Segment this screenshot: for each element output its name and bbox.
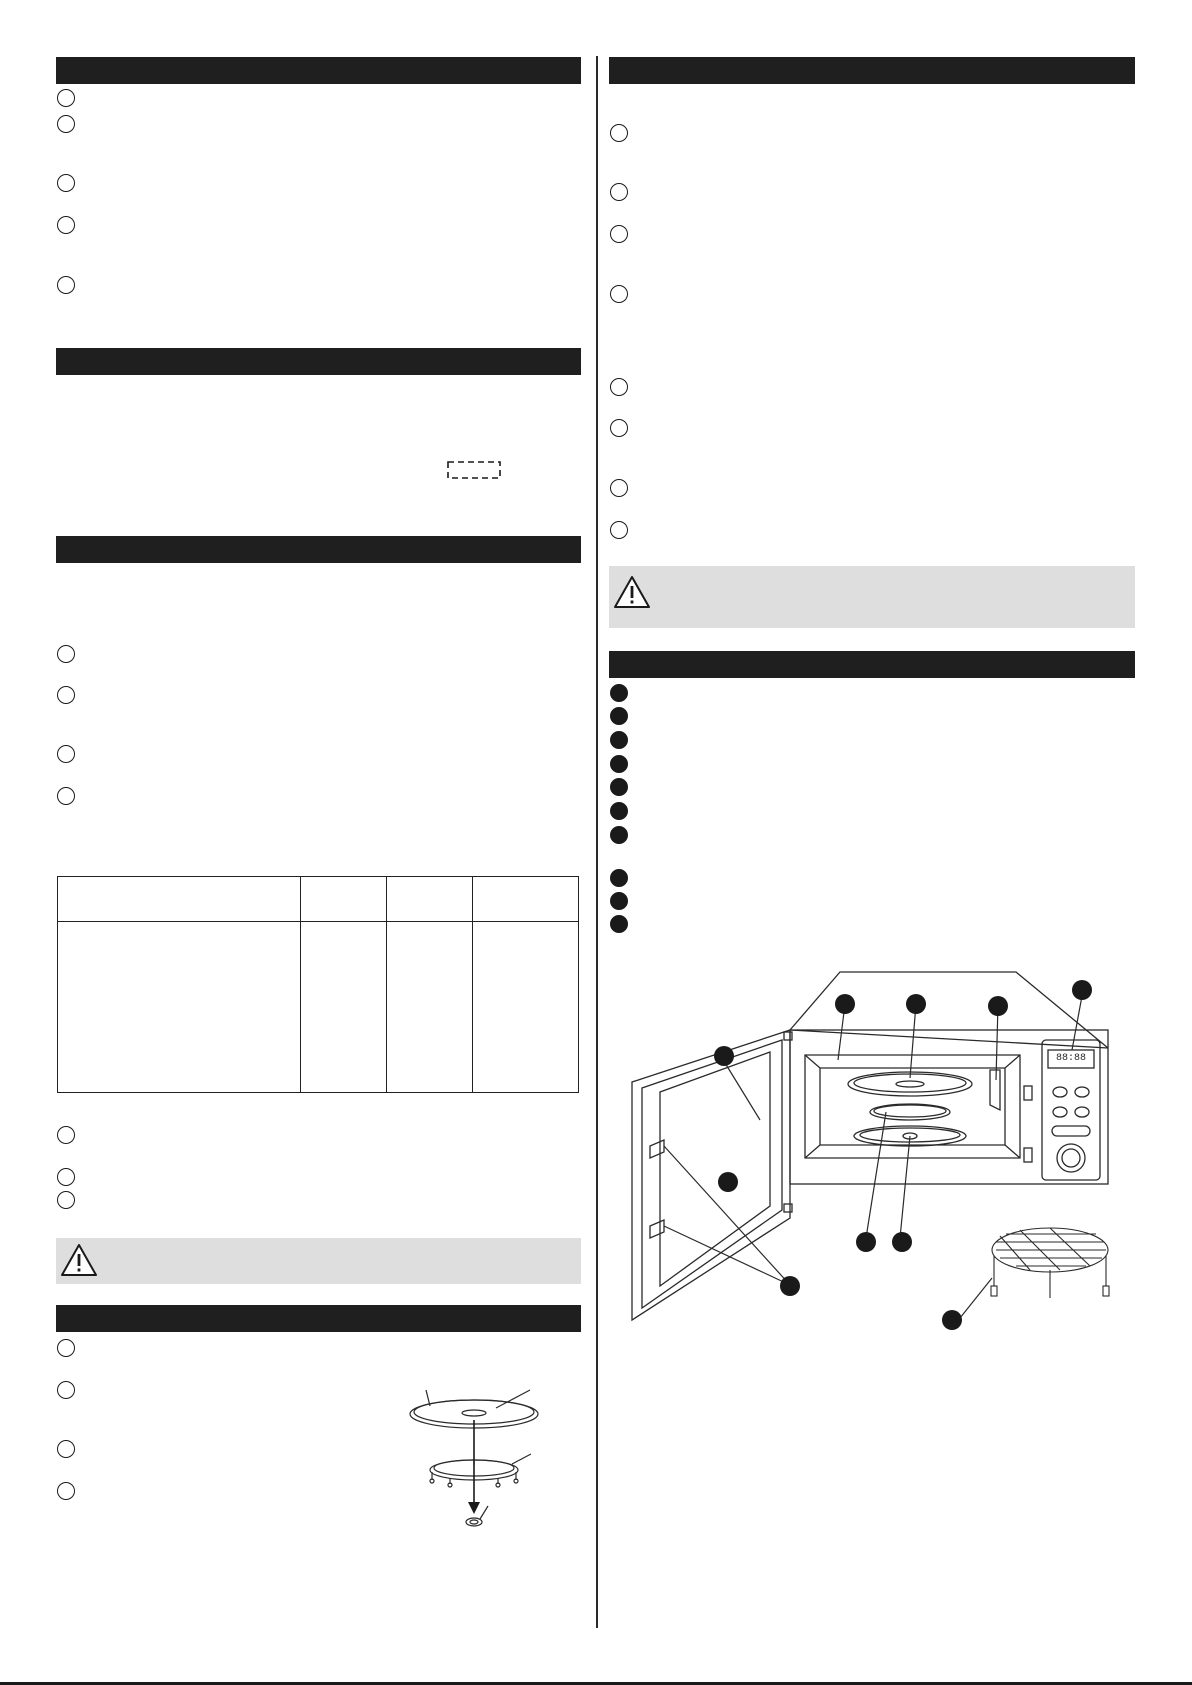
warning-triangle-icon: [613, 575, 651, 614]
item-marker: [57, 216, 75, 234]
table-header-cell: [473, 877, 579, 922]
item-marker: [610, 419, 628, 437]
item-marker: [57, 89, 75, 107]
display-readout: 88:88: [1055, 1053, 1086, 1064]
item-marker: [57, 1191, 75, 1209]
part-marker: [610, 869, 628, 887]
table-cell: [387, 922, 473, 1093]
item-marker: [57, 686, 75, 704]
microwave-diagram: [620, 960, 1120, 1340]
warning-box-left: [56, 1238, 581, 1284]
item-marker: [57, 1381, 75, 1399]
item-marker: [610, 521, 628, 539]
part-marker: [610, 802, 628, 820]
item-marker: [57, 1126, 75, 1144]
warning-box-right: [609, 566, 1135, 628]
item-marker: [610, 225, 628, 243]
part-marker: [610, 755, 628, 773]
item-marker: [57, 787, 75, 805]
section-header-bar-4: [56, 1305, 581, 1332]
item-marker: [57, 645, 75, 663]
item-marker: [610, 183, 628, 201]
item-marker: [610, 479, 628, 497]
turntable-assembly-diagram: [400, 1380, 550, 1530]
warning-triangle-icon: [60, 1243, 98, 1282]
table-row: [58, 922, 579, 1093]
part-marker: [610, 731, 628, 749]
seven-segment-display-icon: [446, 460, 502, 480]
table-cell: [58, 922, 301, 1093]
section-header-bar-3: [56, 536, 581, 563]
item-marker: [57, 115, 75, 133]
item-marker: [57, 1482, 75, 1500]
column-divider: [596, 56, 598, 1628]
part-marker: [610, 707, 628, 725]
item-marker: [57, 174, 75, 192]
item-marker: [57, 1440, 75, 1458]
item-marker: [57, 276, 75, 294]
part-marker: [610, 778, 628, 796]
table-header-cell: [387, 877, 473, 922]
table-header-row: [58, 877, 579, 922]
table-header-cell: [301, 877, 387, 922]
specification-table: [57, 876, 579, 1093]
section-header-bar-1: [56, 57, 581, 84]
table-cell: [473, 922, 579, 1093]
table-cell: [301, 922, 387, 1093]
part-marker: [610, 826, 628, 844]
part-marker: [610, 892, 628, 910]
part-marker: [610, 915, 628, 933]
section-header-bar-6: [609, 651, 1135, 678]
item-marker: [610, 378, 628, 396]
table-header-cell: [58, 877, 301, 922]
section-header-bar-2: [56, 348, 581, 375]
item-marker: [610, 124, 628, 142]
item-marker: [610, 285, 628, 303]
item-marker: [57, 1168, 75, 1186]
item-marker: [57, 1339, 75, 1357]
item-marker: [57, 745, 75, 763]
part-marker: [610, 684, 628, 702]
section-header-bar-5: [609, 57, 1135, 84]
